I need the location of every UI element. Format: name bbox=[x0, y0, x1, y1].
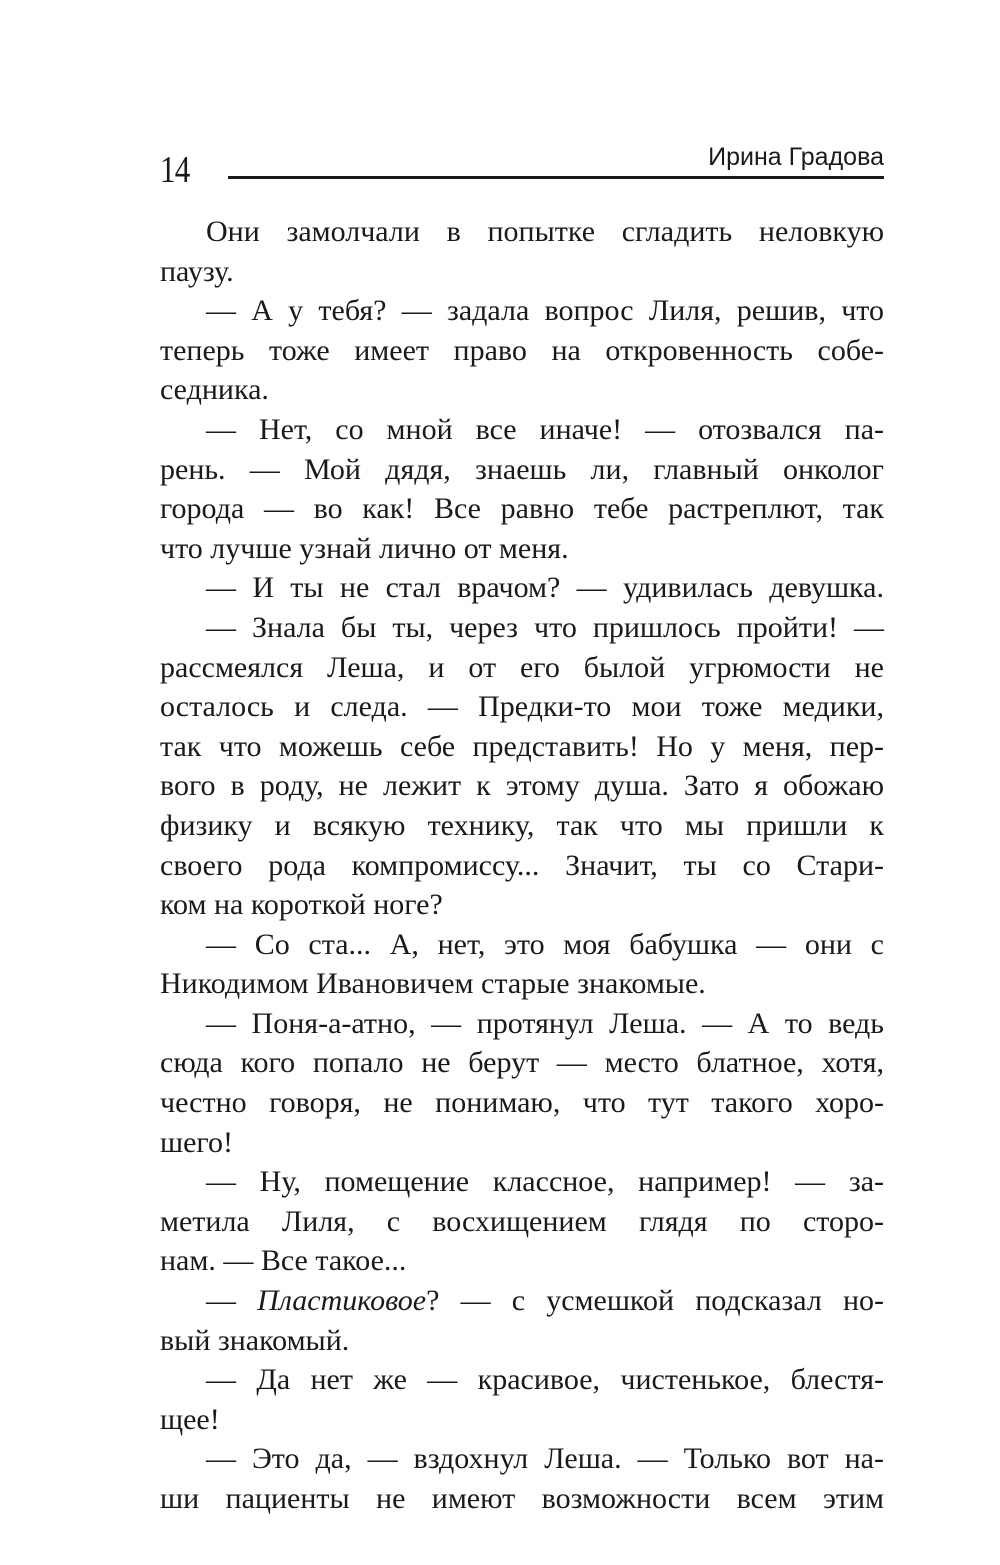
text-segment: — bbox=[206, 1284, 258, 1318]
page-number: 14 bbox=[160, 149, 190, 191]
running-head-author: Ирина Градова bbox=[708, 143, 884, 171]
text-line: честно говоря, не понимаю, что тут такого хоро- bbox=[160, 1086, 884, 1120]
text-line: своего рода компромиссу... Значит, ты со Стари- bbox=[160, 848, 884, 882]
text-line: метила Лиля, с восхищением глядя по сторо- bbox=[160, 1204, 884, 1238]
text-line: ши пациенты не имеют возможности всем этим bbox=[160, 1482, 884, 1515]
text-line: рассмеялся Леша, и от его былой угрюмости не bbox=[160, 650, 884, 684]
text-line: — Ну, помещение классное, например! — за- bbox=[206, 1165, 884, 1199]
text-line: теперь тоже имеет право на откровенность собе- bbox=[160, 333, 884, 367]
text-line: — И ты не стал врачом? — удивилась девушка. bbox=[206, 571, 884, 605]
text-line: Они замолчали в попытке сгладить неловкую bbox=[206, 215, 884, 248]
text-line: физику и всякую технику, так что мы пришли к bbox=[160, 808, 884, 842]
text-line: — Да нет же — красивое, чистенькое, блестя- bbox=[206, 1363, 884, 1397]
text-line: паузу. bbox=[160, 254, 234, 288]
text-line: — А у тебя? — задала вопрос Лиля, решив, что bbox=[206, 294, 884, 328]
text-line: нам. — Все такое... bbox=[160, 1244, 407, 1278]
text-line: — Это да, — вздохнул Леша. — Только вот на- bbox=[206, 1442, 884, 1476]
text-line: сюда кого попало не берут — место блатное, хотя, bbox=[160, 1046, 884, 1080]
running-header bbox=[160, 142, 884, 192]
text-line: — Знала бы ты, через что пришлось пройти! — bbox=[206, 610, 884, 644]
text-line: города — во как! Все равно тебе растреплют, так bbox=[160, 492, 884, 526]
text-line: — Со ста... А, нет, это моя бабушка — они с bbox=[206, 927, 884, 961]
text-line: Никодимом Ивановичем старые знакомые. bbox=[160, 967, 706, 1001]
body-text bbox=[160, 212, 884, 1519]
text-line: седника. bbox=[160, 373, 269, 407]
text-line: шего! bbox=[160, 1125, 233, 1159]
text-segment: ? — с усмешкой подсказал но- bbox=[426, 1284, 885, 1318]
text-line: так что можешь себе представить! Но у меня, пер- bbox=[160, 729, 884, 763]
text-line: вый знакомый. bbox=[160, 1323, 350, 1357]
text-line: рень. — Мой дядя, знаешь ли, главный онколог bbox=[160, 452, 884, 486]
text-line: — Поня-а-атно, — протянул Леша. — А то ведь bbox=[206, 1006, 884, 1040]
text-line: ком на короткой ноге? bbox=[160, 888, 443, 922]
text-line: вого в роду, не лежит к этому душа. Зато я обожаю bbox=[160, 769, 884, 803]
text-line bbox=[160, 1281, 884, 1321]
header-rule bbox=[228, 176, 884, 179]
text-line: — Нет, со мной все иначе! — отозвался па- bbox=[206, 412, 884, 446]
italic-word: Пластиковое bbox=[257, 1284, 427, 1318]
text-line: что лучше узнай лично от меня. bbox=[160, 531, 569, 565]
text-line: осталось и следа. — Предки-то мои тоже медики, bbox=[160, 690, 884, 724]
text-line: щее! bbox=[160, 1402, 220, 1436]
